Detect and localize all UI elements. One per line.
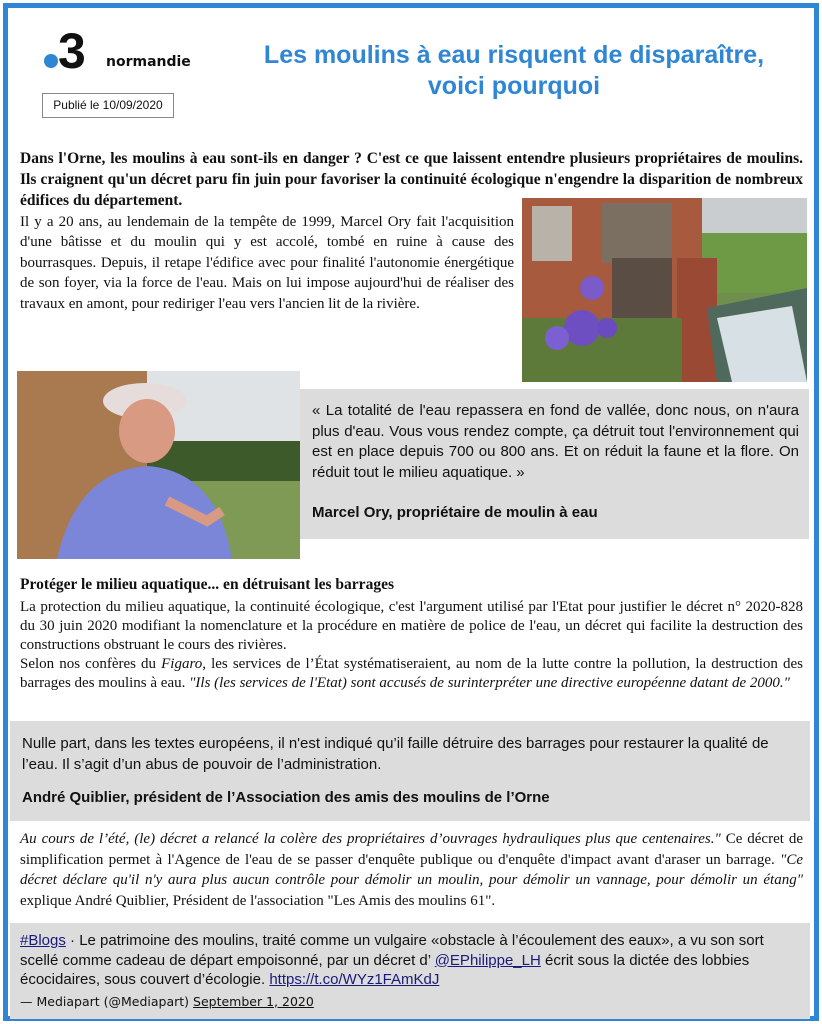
paragraph-2-second: [20, 655, 803, 693]
inline-quote: "Ils (les services de l'Etat) sont accusés de surinterpréter une directive européenne datant de 2000.": [189, 675, 790, 691]
embedded-tweet: [10, 923, 810, 1019]
hashtag-link[interactable]: #Blogs: [20, 932, 66, 949]
quote-text: Nulle part, dans les textes européens, il n'est indiqué qu’il faille détruire des barrages pour restaurer la qualité de l’eau. Il s’agit d’un abus de pouvoir de l’administration.: [22, 735, 769, 773]
source-name: Figaro: [161, 656, 203, 672]
quote-box-marcel-ory: [300, 389, 809, 539]
text-segment: Selon nos confères du: [20, 656, 162, 672]
logo-region: normandie: [106, 54, 191, 70]
lead-paragraph: Dans l'Orne, les moulins à eau sont-ils en danger ? C'est ce que laissent entendre plusieurs propriétaires de moulins. Ils craignent qu'un décret paru fin juin pour favoriser la continuité écologique n'engendre la disparition de nombreux édifices du département.: [20, 150, 803, 209]
text-segment: explique André Quiblier, Président de l'association "Les Amis des moulins 61".: [20, 892, 496, 909]
france3-normandie-logo: [44, 23, 194, 80]
tweet-author: — Mediapart (@Mediapart): [20, 993, 194, 1009]
logo-dot: [44, 54, 58, 68]
text-segment: , les services de l’État systématiseraient, au nom de la lutte contre la pollution, la destruction des barrages des moulins à eau.: [20, 656, 803, 691]
paragraph-2: [20, 598, 803, 693]
mention-link[interactable]: @EPhilippe_LH: [434, 951, 541, 969]
tweet-attribution: [20, 992, 800, 1012]
text-segment: écrit sous la dictée des lobbies écocidaires, sous couvert d’écologie.: [20, 951, 750, 988]
paragraph-3: [20, 829, 803, 911]
text-segment: Ce décret de simplification permet à l'Agence de l'eau de se passer d'enquête publique ou d'enquête d'impact avant d'araser un barrage.: [20, 831, 803, 868]
publication-date: Publié le 10/09/2020: [42, 93, 174, 118]
mill-photo: [522, 198, 807, 382]
paragraph-2-first: La protection du milieu aquatique, la continuité écologique, c'est l'argument utilisé par l'Etat pour justifier le décret n° 2020-828 du 30 juin 2020 modifiant la nomenclature et la procédure en matière de police de l'eau, un décret qui facilite la destruction des constructions obstruant le cours des rivières.: [20, 599, 803, 653]
logo-number: 3: [58, 23, 86, 79]
quote-author: Marcel Ory, propriétaire de moulin à eau: [312, 504, 598, 521]
quote-box-andre-quiblier: [10, 721, 810, 821]
tweet-date-link[interactable]: September 1, 2020: [193, 993, 314, 1009]
quote-author: André Quiblier, président de l’Association des amis des moulins de l’Orne: [22, 789, 550, 806]
section-subheading: Protéger le milieu aquatique... en détruisant les barrages: [20, 576, 394, 593]
headline: Les moulins à eau risquent de disparaître, voici pourquoi: [263, 41, 765, 100]
inline-quote: "Ce décret déclare qu'il n'y aura plus aucun contrôle pour démolir un moulin, pour démolir un vannage, pour démolir un étang": [20, 851, 803, 888]
quote-text: « La totalité de l'eau repassera en fond de vallée, donc nous, on n'aura plus d'eau. Vous vous rendez compte, ça détruit tout l'environnement qui est en place depuis 700 ou 800 ans. Et on réduit la faune et la flore. On réduit tout le milieu aquatique. »: [312, 402, 799, 481]
tweet-text: [20, 931, 800, 990]
text-segment: · Le patrimoine des moulins, traité comme un vulgaire «obstacle à l’écoulement des eaux», a vu son sort scellé comme cadeau de départ empoisonné, par un décret d’: [20, 932, 764, 969]
portrait-photo: [17, 371, 300, 559]
paragraph-1: Il y a 20 ans, au lendemain de la tempête de 1999, Marcel Ory fait l'acquisition d'une bâtisse et du moulin qui y est accolé, tombé en ruine à cause des bourrasques. Depuis, il retape l'édifice avec pour finalité l'autonomie énergétique de son foyer, via la force de l'eau. Mais on lui impose aujourd'hui de réaliser des travaux en amont, pour rediriger l'eau vers l'ancien lit de la rivière.: [20, 214, 514, 312]
tweet-url-link[interactable]: https://t.co/WYz1FAmKdJ: [269, 971, 440, 988]
inline-quote: Au cours de l’été, (le) décret a relancé la colère des propriétaires d’ouvrages hydrauliques plus que centenaires.": [20, 831, 721, 847]
